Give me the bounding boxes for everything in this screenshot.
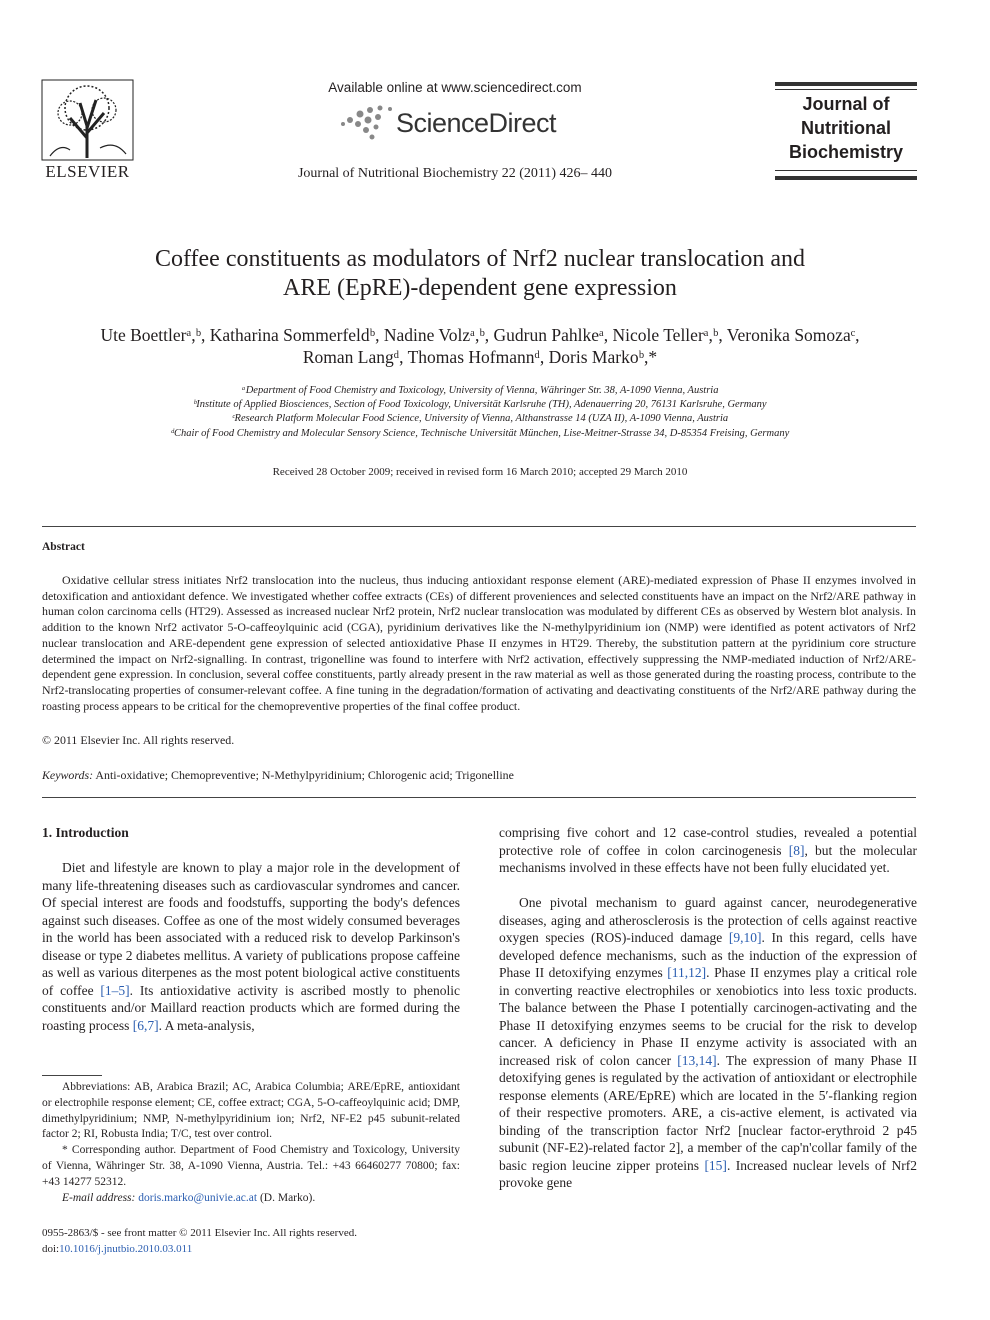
text-run: . Increased nuclear levels of Nrf2 provoke gene [499,1157,917,1190]
paragraph [499,894,917,1192]
text-run: . A meta-analysis, [158,1017,255,1033]
divider [42,797,916,798]
email-label: E-mail address: [62,1191,136,1204]
paragraph [42,859,460,1034]
publisher-logo-text: ELSEVIER [45,162,130,181]
authors-line-2: Roman Langᵈ, Thomas Hofmannᵈ, Doris Markoᵇ,* [302,347,658,367]
journal-title-line-2: Nutritional [801,118,891,138]
footnotes [42,1080,460,1206]
corresponding-author-footnote: * Corresponding author. Department of Food Chemistry and Toxicology, University of Vienna, Währinger Str. 38, A-1090 Vienna, Austria. Tel.: +43 66460277 70800; fax: +43 14277 52312. [42,1144,460,1188]
sciencedirect-wordmark: ScienceDirect [396,108,557,138]
text-run: . The expression of many Phase II detoxifying genes is regulated by the activation of antioxidant or electrophile response elements (ARE/EpRE) which are located in the 5′-flanking region of their respective promoters. ARE, a cis-active element, is activated via binding of the transcription factor Nrf2 [nuclear factor-erythroid 2 p45 subunit (NF-E2)-related factor 2], a member of the cap'n'collar family of the basic region leucine zipper proteins [499,1052,917,1173]
abstract-heading: Abstract [42,541,85,553]
citation-link[interactable]: [1–5] [100,982,130,998]
email-link[interactable]: doris.marko@univie.ac.at [138,1191,258,1204]
divider [42,526,916,527]
citation-link[interactable]: [11,12] [667,965,707,980]
citation-link[interactable]: [15] [704,1157,727,1173]
text-run: Diet and lifestyle are known to play a major role in the development of many life-threatening diseases such as cardiovascular syndromes and cancer. Of special interest are foods and foodstuffs, supporting the body's defences against such diseases. Coffee as one of the most widely consumed beverages in the world has been associated with a reduced risk to develop Parkinson's disease or type 2 diabetes mellitus. A variety of publications propose caffeine as well as various diterpenes as the most potent biological active constituents of coffee [42,860,460,998]
text-run: One pivotal mechanism to guard against cancer, neurodegenerative diseases, aging and atherosclerosis is the protection of cells against reactive oxygen species (ROS)-induced damage [499,895,917,945]
email-suffix: (D. Marko). [259,1191,316,1204]
copyright-notice: © 2011 Elsevier Inc. All rights reserved. [42,733,235,747]
affiliation-b: ᵇInstitute of Applied Biosciences, Section of Food Toxicology, Universität Karlsruhe (TH), Adenauerring 20, 76131 Karlsruhe, Germany [193,399,767,410]
text-run: comprising five cohort and 12 case-control studies, revealed a potential protective role of coffee in colon carcinogenesis [499,825,917,858]
keywords-list: Anti-oxidative; Chemopreventive; N-Methylpyridinium; Chlorogenic acid; Trigonelline [95,768,514,782]
keywords [42,768,514,783]
email-footnote [42,1191,460,1207]
received-dates: Received 28 October 2009; received in revised form 16 March 2010; accepted 29 March 2010 [272,466,688,478]
journal-title [775,92,917,164]
text-run: . In this regard, cells have developed defence mechanisms, such as the induction of the expression of Phase II detoxifying enzymes [499,930,918,980]
doi-line [42,1242,357,1258]
doi-label: doi: [42,1242,60,1255]
text-run: . Its antioxidative activity is ascribed mostly to phenolic constituents and/or Maillard reaction products which are formed during the roasting process [42,982,460,1033]
keywords-label: Keywords: [42,768,94,782]
affiliation-d: ᵈChair of Food Chemistry and Molecular Sensory Science, Technische Universität München, Lise-Meitner-Strasse 34, D-85354 Freising, Germany [170,428,790,439]
abbreviations-footnote: Abbreviations: AB, Arabica Brazil; AC, Arabica Columbia; ARE/EpRE, antioxidant or electrophile response element; CE, coffee extract; CGA, 5-O-caffeoylquinic acid; DMP, dimethylpyridinium; NMP, N-methylpyridinium ion; Nrf2, NF-E2 p45 subunit-related factor 2; RI, Robusta India; T/C, test over control. [42,1081,460,1141]
affiliation-c: ᶜResearch Platform Molecular Food Science, University of Vienna, Althanstrasse 14 (UZA II), A-1090 Vienna, Austria [231,413,729,424]
section-heading: 1. Introduction [42,825,129,840]
front-matter-notice: 0955-2863/$ - see front matter © 2011 Elsevier Inc. All rights reserved. [42,1227,357,1239]
footnote-divider [42,1075,102,1076]
citation-link[interactable]: [6,7] [132,1017,159,1033]
citation-link[interactable]: [8] [788,842,805,858]
author-list [30,324,930,368]
citation-link[interactable]: [9,10] [728,930,762,945]
journal-citation: Journal of Nutritional Biochemistry 22 (2011) 426– 440 [297,166,613,181]
text-run: . Phase II enzymes play a critical role in converting reactive electrophiles or xenobiotics into less toxic products. The balance between the Phase I potentially carcinogen-activating and the Phase II detoxifying enzymes seems to be crucial for the risk to develop cancer. A deficiency in Phase II enzyme activity is associated with an increased risk of colon cancer [499,965,917,1068]
available-online-link[interactable]: Available online at www.sciencedirect.com [328,80,582,95]
citation-link[interactable]: [13,14] [677,1052,717,1068]
journal-title-line-3: Biochemistry [788,142,904,162]
abstract-text: Oxidative cellular stress initiates Nrf2 translocation into the nucleus, thus inducing antioxidant response element (ARE)-mediated expression of Phase II enzymes involved in detoxification and antioxidant defence. We investigated whether coffee extracts (CEs) of different proveniences and selected constituents have an impact on the Nrf2/ARE pathway in human colon carcinoma cells (HT29). Assessed as increased nuclear Nrf2 protein, Nrf2 nuclear translocation was modulated by different CEs as observed by Western blot analysis. In addition to the known Nrf2 activator 5-O-caffeoylquinic acid (CGA), pyridinium derivatives like the N-methylpyridinium ion (NMP) were identified as potent activators of Nrf2 nuclear translocation and ARE-dependent gene expression of selected antioxidative Phase II enzymes in HT29. Thereby, the substitution pattern at the pyridinium core structure determined the impact on Nrf2-signalling. In contrast, trigonelline was found to interfere with Nrf2 activation, effectively suppressing the NMP-mediated induction of Nrf2/ARE-dependent gene expression. In conclusion, several coffee constituents, partly already present in the raw material as well as those generated during the roasting process, contribute to the Nrf2-translocating properties of consumer-relevant coffee. A fine tuning in the degradation/formation of activating and deactivating constituents of the Nrf2/ARE pathway during the roasting process appears to be critical for the chemopreventive properties of the final coffee product. [42,573,916,713]
title-line-1: Coffee constituents as modulators of Nrf2 nuclear translocation and [154,246,806,272]
front-matter [42,1226,357,1257]
text-run: , but the molecular mechanisms involved in these effects have not been fully elucidated yet. [499,842,917,875]
doi-link[interactable]: 10.1016/j.jnutbio.2010.03.011 [59,1242,193,1255]
authors-line-1: Ute Boettlerᵃ,ᵇ, Katharina Sommerfeldᵇ, Nadine Volzᵃ,ᵇ, Gudrun Pahlkeᵃ, Nicole Tellerᵃ,ᵇ, Veronika Somozaᶜ, [100,325,860,345]
paper-title [60,245,900,303]
title-line-2: ARE (EpRE)-dependent gene expression [283,275,677,301]
paragraph [499,824,917,877]
journal-title-line-1: Journal of [802,94,890,114]
affiliation-a: ᵃDepartment of Food Chemistry and Toxicology, University of Vienna, Währinger Str. 38, A-1090 Vienna, Austria [241,385,719,396]
